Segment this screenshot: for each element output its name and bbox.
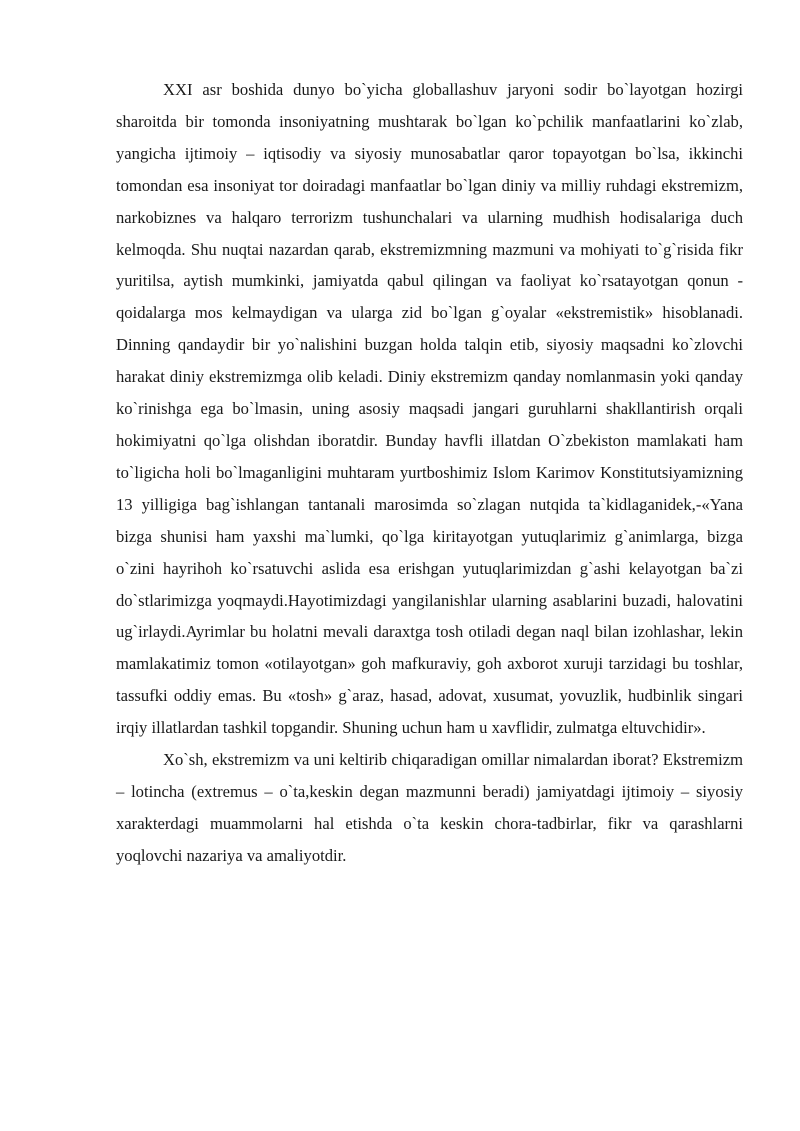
paragraph: XXI asr boshida dunyo bo`yicha globallashuv jaryoni sodir bo`layotgan hozirgi sharoitda bir tomonda insoniyatning mushtarak bo`lgan ko`pchilik manfaatlarini ko`zlab, yangicha ijtimoiy – iqtisodiy va siyosiy munosabatlar qaror topayotgan bo`lsa, ikkinchi tomondan esa insoniyat tor doiradagi manfaatlar bo`lgan diniy va milliy ruhdagi ekstremizm, narkobiznes va halqaro terrorizm tushunchalari va ularning mudhish hodisalariga duch kelmoqda. Shu nuqtai nazardan qarab, ekstremizmning mazmuni va mohiyati to`g`risida fikr yuritilsa, aytish mumkinki, jamiyatda qabul qilingan va faoliyat ko`rsatayotgan qonun - qoidalarga mos kelmaydigan va ularga zid bo`lgan g`oyalar «ekstremistik» hisoblanadi. Dinning qandaydir bir yo`nalishini buzgan holda talqin etib, siyosiy maqsadni ko`zlovchi harakat diniy ekstremizmga olib keladi. Diniy ekstremizm qanday nomlanmasin yoki qanday ko`rinishga ega bo`lmasin, uning asosiy maqsadi jangari guruhlarni shakllantirish orqali hokimiyatni qo`lga olishdan iboratdir. Bunday havfli illatdan O`zbekiston mamlakati ham to`ligicha holi bo`lmaganligini muhtaram yurtboshimiz Islom Karimov Konstitutsiyamizning 13 yilligiga bag`ishlangan tantanali marosimda so`zlagan nutqida ta`kidlaganidek,-«Yana bizga shunisi ham yaxshi ma`lumki, qo`lga kiritayotgan yutuqlarimiz g`animlarga, bizga o`zini hayrihoh ko`rsatuvchi aslida esa erishgan yutuqlarimizdan g`ashi kelayotgan ba`zi do`stlarimizga yoqmaydi.Hayotimizdagi yangilanishlar ularning asablarini buzadi, halovatini ug`irlaydi.Ayrimlar bu holatni mevali daraxtga tosh otiladi degan naql bilan izohlashar, lekin mamlakatimiz tomon «otilayotgan» goh mafkuraviy, goh axborot xuruji tarzidagi bu toshlar, tassufki oddiy emas. Bu «tosh» g`araz, hasad, adovat, xusumat, yovuzlik, hudbinlik singari irqiy illatlardan tashkil topgandir. Shuning uchun ham u xavflidir, zulmatga eltuvchidir». [116,80,743,738]
paragraph: Xo`sh, ekstremizm va uni keltirib chiqaradigan omillar nimalardan iborat? Ekstremizm – lotincha (extremus – o`ta,keskin degan mazmunni beradi) jamiyatdagi ijtimoiy – siyosiy xarakterdagi muammolarni hal etishda o`ta keskin chora-tadbirlar, fikr va qarashlarni yoqlovchi nazariya va amaliyotdir. [116,750,743,865]
document-page [116,74,743,872]
